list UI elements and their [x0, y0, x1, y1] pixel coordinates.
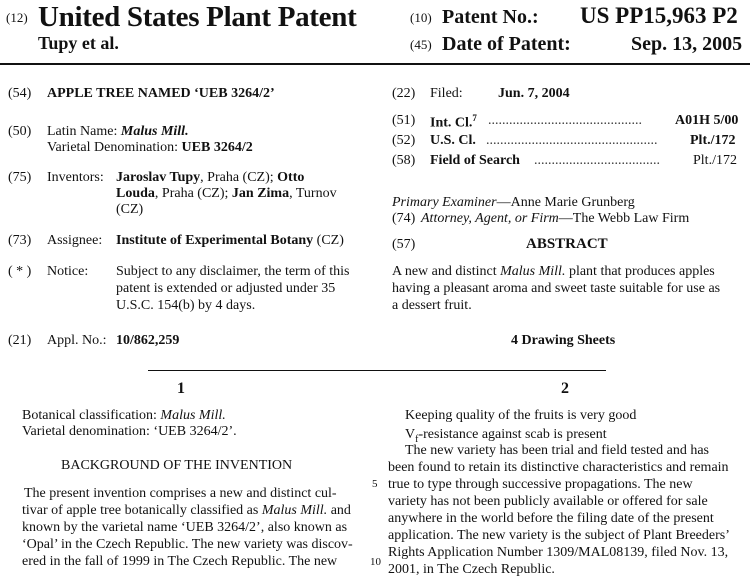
latin-name-line: [47, 124, 189, 140]
column-number-2: 2: [561, 380, 569, 397]
patent-date: Sep. 13, 2005: [631, 33, 743, 55]
abstract-code: (57): [392, 237, 416, 252]
col2-p-line-6: application. The new variety is the subject of Plant Breeders’: [388, 528, 730, 543]
botanical-classification: [22, 408, 226, 424]
code-12: (12): [6, 10, 28, 25]
column-number-1: 1: [177, 380, 185, 397]
int-cl-value: A01H 5/00: [675, 113, 739, 128]
appl-number: 10/862,259: [116, 333, 180, 348]
notice-line-3: U.S.C. 154(b) by 4 days.: [116, 298, 256, 313]
us-cl-label: U.S. Cl.: [430, 133, 476, 148]
latin-code: (50): [8, 124, 32, 139]
latin-label: Latin Name:: [47, 124, 118, 139]
patent-number: US PP15,963 P2: [580, 3, 738, 28]
us-cl-value: Plt./172: [690, 133, 736, 148]
assignee-country: (CZ): [313, 233, 344, 248]
subscript: f: [415, 433, 419, 445]
col2-p-line-2: been found to retain its distinctive characteristics and remain: [388, 460, 729, 475]
inventor-location: , Turnov: [289, 186, 337, 201]
notice-code: ( * ): [8, 264, 32, 279]
abstract-text: plant that produces apples: [565, 264, 715, 279]
filed-date: Jun. 7, 2004: [498, 86, 570, 101]
examiner-name: —Anne Marie Grunberg: [496, 195, 635, 210]
us-cl-code: (52): [392, 133, 416, 148]
body-p1-line-1: The present invention comprises a new and distinct cul-: [24, 486, 337, 501]
header-rule: [0, 63, 750, 65]
abstract-line-3: a dessert fruit.: [392, 298, 472, 313]
us-cl-leader: .................................................: [486, 133, 658, 148]
attorney-label: Attorney, Agent, or Firm: [421, 211, 559, 226]
assignee-value: Institute of Experimental Botany: [116, 233, 314, 248]
botanical-label: Botanical classification:: [22, 408, 161, 423]
col2-p-line-8: 2001, in The Czech Republic.: [388, 562, 555, 577]
body-text: tivar of apple tree botanically classified as: [22, 503, 262, 518]
field-of-search-value: Plt./172: [693, 153, 737, 168]
filed-code: (22): [392, 86, 416, 101]
inventors-short: Tupy et al.: [38, 33, 119, 53]
field-of-search-leader: ....................................: [534, 153, 660, 168]
notice-line-1: Subject to any disclaimer, the term of this: [116, 264, 350, 279]
abstract-line-1: [392, 264, 715, 280]
col2-p-line-7: Rights Application Number 1309/MAL08139, filed Nov. 13,: [388, 545, 729, 560]
notice-label: Notice:: [47, 264, 89, 279]
col2-p-line-3: true to type through successive propagations. The new: [388, 477, 693, 492]
body-text: -resistance against scab is present: [418, 427, 607, 442]
inventor-name: Jaroslav Tupy: [116, 170, 201, 185]
inventor-name: Louda: [116, 186, 155, 201]
body-p1-line-4: ‘Opal’ in the Czech Republic. The new variety was discov-: [22, 537, 353, 552]
int-cl-label: [430, 113, 477, 132]
inventors-line-3: (CZ): [116, 202, 144, 217]
varietal-line: [47, 140, 253, 156]
title-code: (54): [8, 86, 32, 101]
inventors-code: (75): [8, 170, 32, 185]
appl-code: (21): [8, 333, 32, 348]
date-of-patent-label: Date of Patent:: [442, 33, 571, 55]
abstract-line-2: having a pleasant aroma and sweet taste suitable for use as: [392, 281, 721, 296]
code-45: (45): [410, 37, 432, 52]
latin-value: Malus Mill.: [120, 124, 189, 139]
abstract-latin: Malus Mill.: [500, 264, 566, 279]
field-of-search-label: Field of Search: [430, 153, 520, 168]
body-latin: Malus Mill.: [261, 503, 328, 518]
int-cl-label-text: Int. Cl.: [430, 115, 473, 131]
col2-p-line-4: variety has not been publicly available or offered for sale: [388, 494, 708, 509]
background-heading: BACKGROUND OF THE INVENTION: [61, 458, 293, 473]
body-p1-line-2: [22, 503, 351, 519]
examiner-label: Primary Examiner: [392, 195, 497, 210]
assignee-line: [116, 233, 344, 249]
body-p1-line-5: ered in the fall of 1999 in The Czech Republic. The new: [22, 554, 338, 569]
line-number-5: 5: [372, 478, 378, 490]
patent-no-label: Patent No.:: [442, 6, 539, 28]
field-of-search-code: (58): [392, 153, 416, 168]
inventors-line-1: [116, 170, 304, 186]
inventor-name: Jan Zima: [231, 186, 290, 201]
attorney-name: —The Webb Law Firm: [558, 211, 690, 226]
col2-p-line-5: anywhere in the world before the filing date of the present: [388, 511, 714, 526]
abstract-text: A new and distinct: [392, 264, 501, 279]
botanical-value: Malus Mill.: [160, 408, 226, 423]
notice-line-2: patent is extended or adjusted under 35: [116, 281, 336, 296]
col2-p-line-1: The new variety has been trial and field tested and has: [405, 443, 709, 458]
assignee-code: (73): [8, 233, 32, 248]
line-number-10: 10: [370, 556, 381, 568]
attorney-line: [421, 211, 689, 227]
inventors-label: Inventors:: [47, 170, 104, 185]
primary-examiner: [392, 195, 635, 211]
drawing-sheets: 4 Drawing Sheets: [511, 333, 616, 348]
inventors-line-2: [116, 186, 337, 202]
appl-label: Appl. No.:: [47, 333, 107, 348]
body-p1-line-3: known by the varietal name ‘UEB 3264/2’, also known as: [22, 520, 348, 535]
body-text: and: [327, 503, 351, 518]
patent-title: APPLE TREE NAMED ‘UEB 3264/2’: [47, 86, 275, 101]
col2-line-1: Keeping quality of the fruits is very good: [405, 408, 637, 423]
int-cl-code: (51): [392, 113, 416, 128]
document-type-heading: United States Plant Patent: [38, 1, 357, 33]
int-cl-leader: ............................................: [488, 113, 642, 128]
int-cl-edition: 7: [472, 113, 477, 123]
abstract-heading: ABSTRACT: [526, 236, 608, 252]
inventor-location: , Praha (CZ);: [200, 170, 278, 185]
filed-label: Filed:: [430, 86, 463, 101]
code-10: (10): [410, 10, 432, 25]
inventor-name: Otto: [277, 170, 305, 185]
assignee-label: Assignee:: [47, 233, 103, 248]
inventor-location: , Praha (CZ);: [154, 186, 232, 201]
body-text: V: [405, 427, 416, 442]
varietal-denomination: Varietal denomination: ‘UEB 3264/2’.: [22, 424, 237, 439]
varietal-value: UEB 3264/2: [181, 140, 253, 155]
attorney-code: (74): [392, 211, 416, 226]
varietal-label: Varietal Denomination:: [47, 140, 179, 155]
body-rule: [148, 370, 606, 371]
